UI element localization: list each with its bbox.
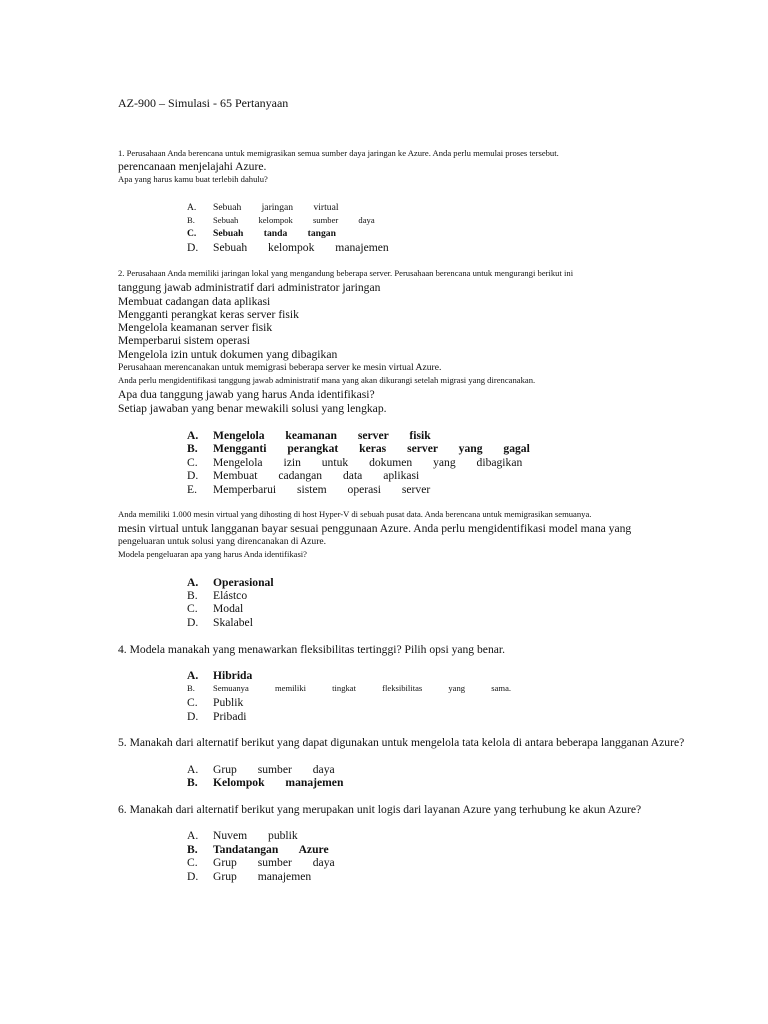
q6-question: 6. Manakah dari alternatif berikut yang merupakan unit logis dari layanan Azure yang terhubung ke akun Azure? bbox=[118, 803, 642, 816]
q2-text-line-1: 2. Perusahaan Anda memiliki jaringan lokal yang mengandung beberapa server. Perusahaan berencana untuk mengurangi berikut ini bbox=[118, 268, 574, 278]
q6-option-c: C. Grup sumber daya bbox=[187, 856, 335, 869]
q1-option-c: C. Sebuah tanda tangan bbox=[187, 228, 336, 239]
q2-text-line-4: Anda perlu mengidentifikasi tanggung jawab administratif mana yang akan dikurangi setelah migrasi yang direncanakan. bbox=[118, 375, 536, 385]
q4-option-b: B. Semuanya memiliki tingkat fleksibilitas yang sama. bbox=[187, 683, 512, 693]
q2-text-line-2: tanggung jawab administratif dari administrator jaringan bbox=[118, 281, 381, 294]
q2-item-5: Mengelola izin untuk dokumen yang dibagikan bbox=[118, 348, 338, 361]
q2-item-4: Memperbarui sistem operasi bbox=[118, 334, 251, 347]
q2-option-d: D. Membuat cadangan data aplikasi bbox=[187, 469, 420, 482]
q1-option-d: D. Sebuah kelompok manajemen bbox=[187, 241, 389, 254]
q3-text-line-1: Anda memiliki 1.000 mesin virtual yang dihosting di host Hyper-V di sebuah pusat data. Anda berencana untuk memigrasikan semuanya. bbox=[118, 509, 592, 519]
q3-option-b: B. Elástco bbox=[187, 589, 248, 602]
q2-item-3: Mengelola keamanan server fisik bbox=[118, 321, 273, 334]
q6-option-b: B. Tandatangan Azure bbox=[187, 843, 329, 856]
q3-question: Modela pengeluaran apa yang harus Anda identifikasi? bbox=[118, 549, 307, 559]
q3-option-d: D. Skalabel bbox=[187, 616, 253, 629]
q5-option-a: A. Grup sumber daya bbox=[187, 763, 335, 776]
q2-item-2: Mengganti perangkat keras server fisik bbox=[118, 308, 299, 321]
q2-option-e: E. Memperbarui sistem operasi server bbox=[187, 483, 431, 496]
q1-question: Apa yang harus kamu buat terlebih dahulu? bbox=[118, 174, 268, 184]
q4-question: 4. Modela manakah yang menawarkan fleksibilitas tertinggi? Pilih opsi yang benar. bbox=[118, 643, 506, 656]
q6-option-a: A. Nuvem publik bbox=[187, 829, 298, 842]
q4-option-d: D. Pribadi bbox=[187, 710, 247, 723]
q5-question: 5. Manakah dari alternatif berikut yang dapat digunakan untuk mengelola tata kelola di antara beberapa langganan Azure? bbox=[118, 736, 685, 749]
q5-option-b: B. Kelompok manajemen bbox=[187, 776, 344, 789]
q1-text-line-1: 1. Perusahaan Anda berencana untuk memigrasikan semua sumber daya jaringan ke Azure. Anda perlu memulai proses tersebut. bbox=[118, 148, 559, 158]
q3-option-a: A. Operasional bbox=[187, 576, 274, 589]
q2-text-line-3: Perusahaan merencanakan untuk memigrasi beberapa server ke mesin virtual Azure. bbox=[118, 362, 442, 373]
q3-option-c: C. Modal bbox=[187, 602, 244, 615]
q2-instruction: Setiap jawaban yang benar mewakili solusi yang lengkap. bbox=[118, 402, 387, 415]
q4-option-a: A. Hibrida bbox=[187, 669, 253, 682]
q2-option-b: B. Mengganti perangkat keras server yang gagal bbox=[187, 442, 530, 455]
q6-option-d: D. Grup manajemen bbox=[187, 870, 312, 883]
q1-option-a: A. Sebuah jaringan virtual bbox=[187, 202, 339, 213]
q1-text-line-2: perencanaan menjelajahi Azure. bbox=[118, 160, 267, 173]
q2-option-c: C. Mengelola izin untuk dokumen yang dibagikan bbox=[187, 456, 523, 469]
q1-option-b: B. Sebuah kelompok sumber daya bbox=[187, 215, 375, 225]
q2-item-1: Membuat cadangan data aplikasi bbox=[118, 295, 271, 308]
document-title: AZ-900 – Simulasi - 65 Pertanyaan bbox=[118, 96, 289, 110]
q4-option-c: C. Publik bbox=[187, 696, 244, 709]
q2-option-a: A. Mengelola keamanan server fisik bbox=[187, 429, 431, 442]
q3-text-line-3: pengeluaran untuk solusi yang direncanakan di Azure. bbox=[118, 536, 327, 547]
q2-question: Apa dua tanggung jawab yang harus Anda identifikasi? bbox=[118, 388, 375, 401]
q3-text-line-2: mesin virtual untuk langganan bayar sesuai penggunaan Azure. Anda perlu mengidentifikasi model mana yang bbox=[118, 522, 632, 535]
